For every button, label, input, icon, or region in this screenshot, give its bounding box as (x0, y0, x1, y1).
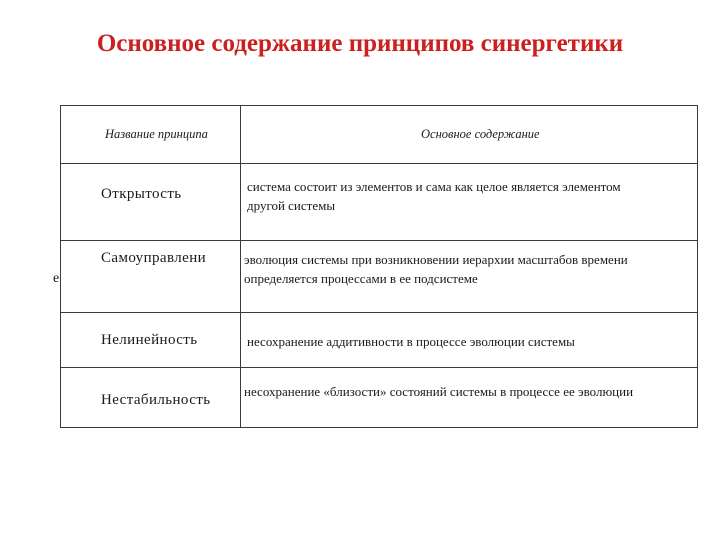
slide-title: Основное содержание принципов синергетики (96, 30, 624, 57)
column-header-name: Название принципа (105, 127, 208, 141)
principle-description: несохранение аддитивности в процессе эволюции системы (247, 334, 575, 349)
column-divider (240, 106, 241, 427)
principle-name-overflow: е (53, 271, 60, 286)
principles-table (53, 105, 698, 428)
column-header-content: Основное содержание (421, 127, 540, 141)
principle-name: Нелинейность (101, 332, 198, 348)
row-divider (61, 240, 697, 241)
principle-description: эволюция системы при возникновении иерархии масштабов времени определяется процессами в ее подсистеме (244, 252, 628, 286)
row-divider (61, 367, 697, 368)
principle-name: Открытость (101, 186, 182, 202)
row-divider (61, 312, 697, 313)
principle-description: система состоит из элементов и сама как целое является элементом другой системы (247, 179, 621, 213)
row-divider (61, 163, 697, 164)
principle-name: Нестабильность (101, 392, 211, 408)
principle-name: Самоуправлени (101, 250, 207, 266)
principle-description: несохранение «близости» состояний системы в процессе ее эволюции (244, 384, 634, 399)
